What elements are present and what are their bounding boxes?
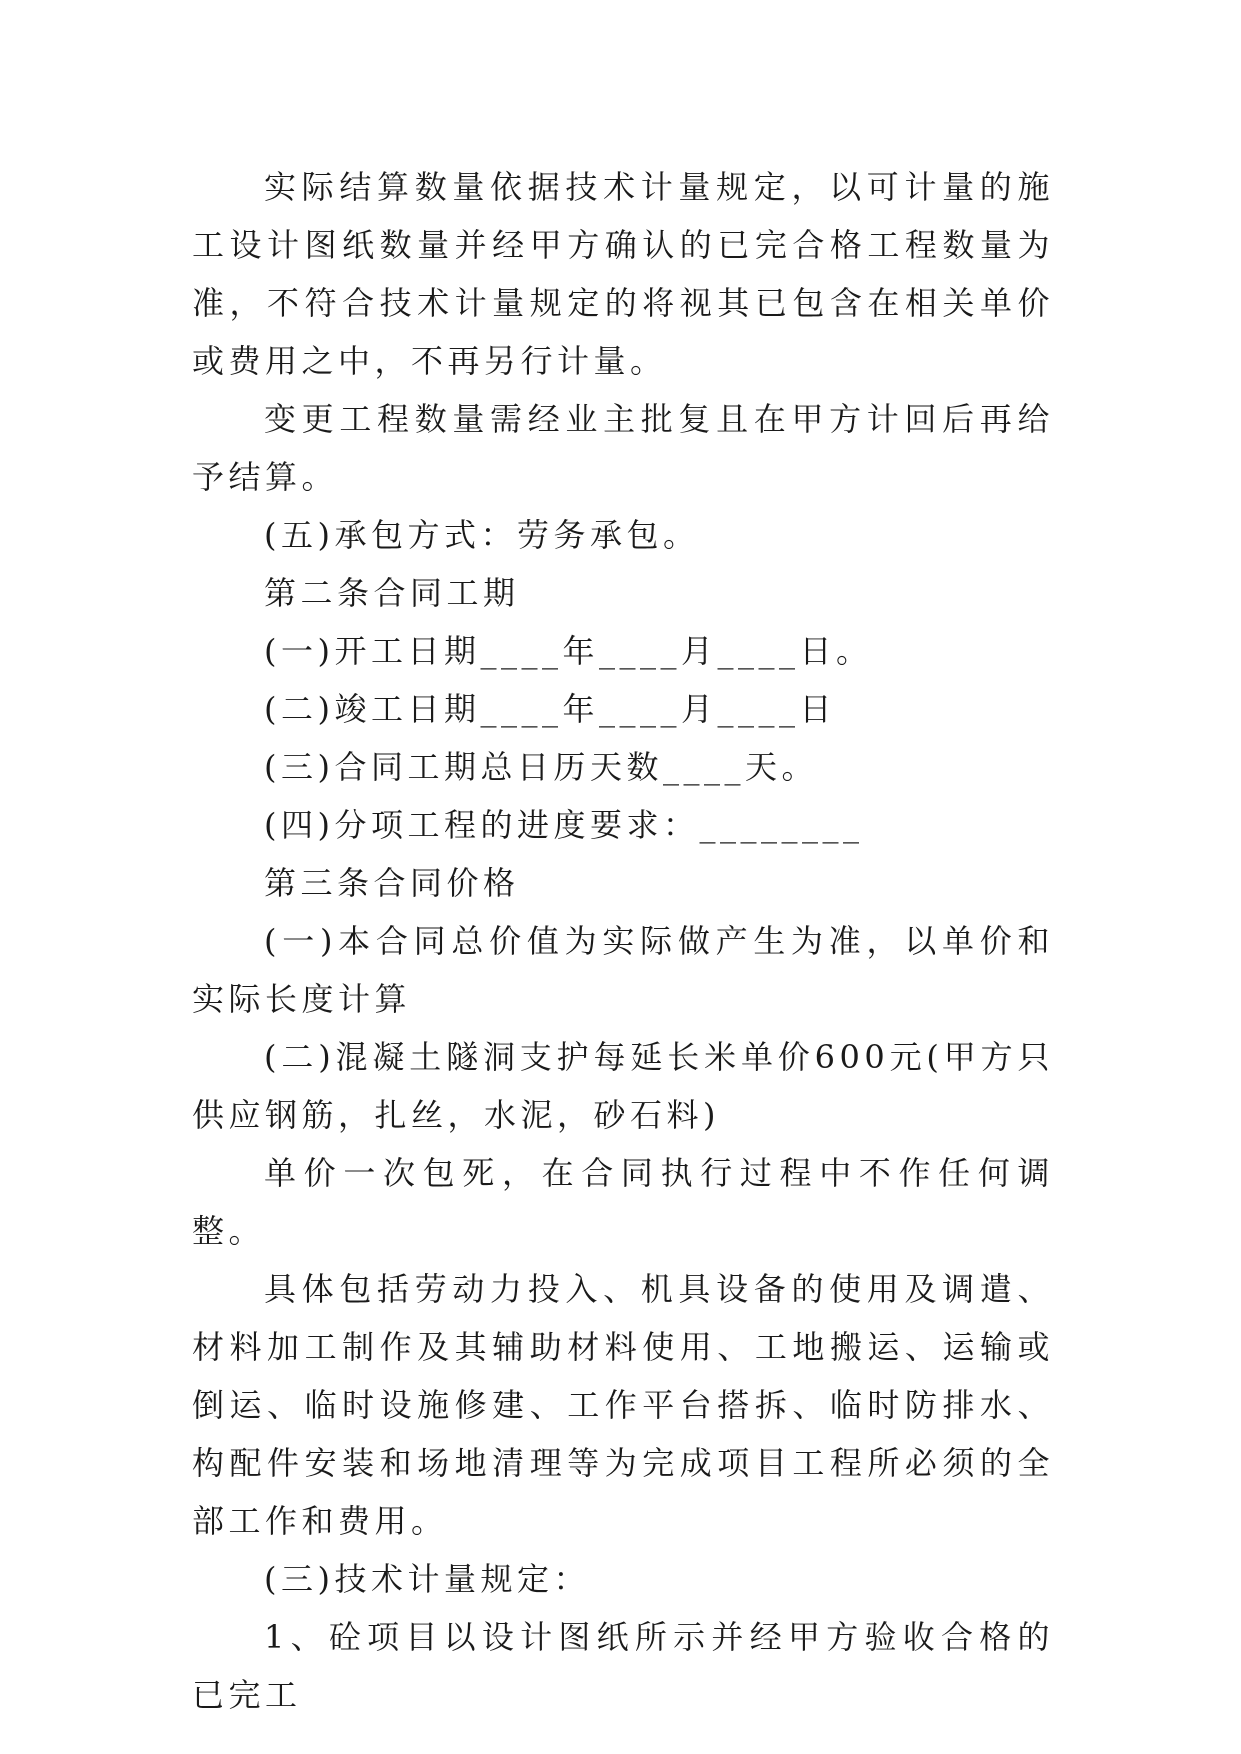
- paragraph-concrete-items: 1、砼项目以设计图纸所示并经甲方验收合格的已完工: [192, 1618, 1054, 1714]
- paragraph-completion-date: (二)竣工日期____年____月____日: [264, 690, 836, 728]
- section-heading-contract-period: 第二条合同工期: [264, 574, 520, 612]
- paragraph-scope-of-costs: 具体包括劳动力投入、机具设备的使用及调遣、材料加工制作及其辅助材料使用、工地搬运、运输或倒运、临时设施修建、工作平台搭拆、临时防排水、构配件安装和场地清理等为完成项目工程所必须的全部工作和费用。: [192, 1270, 1054, 1540]
- paragraph-start-date: (一)开工日期____年____月____日。: [264, 632, 873, 670]
- paragraph-settlement-quantity: 实际结算数量依据技术计量规定，以可计量的施工设计图纸数量并经甲方确认的已完合格工程数量为准，不符合技术计量规定的将视其已包含在相关单价或费用之中，不再另行计量。: [192, 168, 1054, 380]
- paragraph-progress-requirements: (四)分项工程的进度要求：________: [264, 806, 864, 844]
- paragraph-change-quantity: 变更工程数量需经业主批复且在甲方计回后再给予结算。: [192, 400, 1054, 496]
- paragraph-fixed-price: 单价一次包死，在合同执行过程中不作任何调整。: [192, 1154, 1054, 1250]
- section-heading-contract-price: 第三条合同价格: [264, 864, 520, 902]
- document-body: [192, 158, 1054, 1724]
- paragraph-total-value: (一)本合同总价值为实际做产生为准，以单价和实际长度计算: [192, 922, 1054, 1018]
- paragraph-total-days: (三)合同工期总日历天数____天。: [264, 748, 818, 786]
- paragraph-unit-price: (二)混凝土隧洞支护每延长米单价600元(甲方只供应钢筋，扎丝，水泥，砂石料): [192, 1038, 1054, 1134]
- paragraph-contract-method: (五)承包方式：劳务承包。: [264, 516, 700, 554]
- paragraph-measurement-rules: (三)技术计量规定：: [264, 1560, 590, 1598]
